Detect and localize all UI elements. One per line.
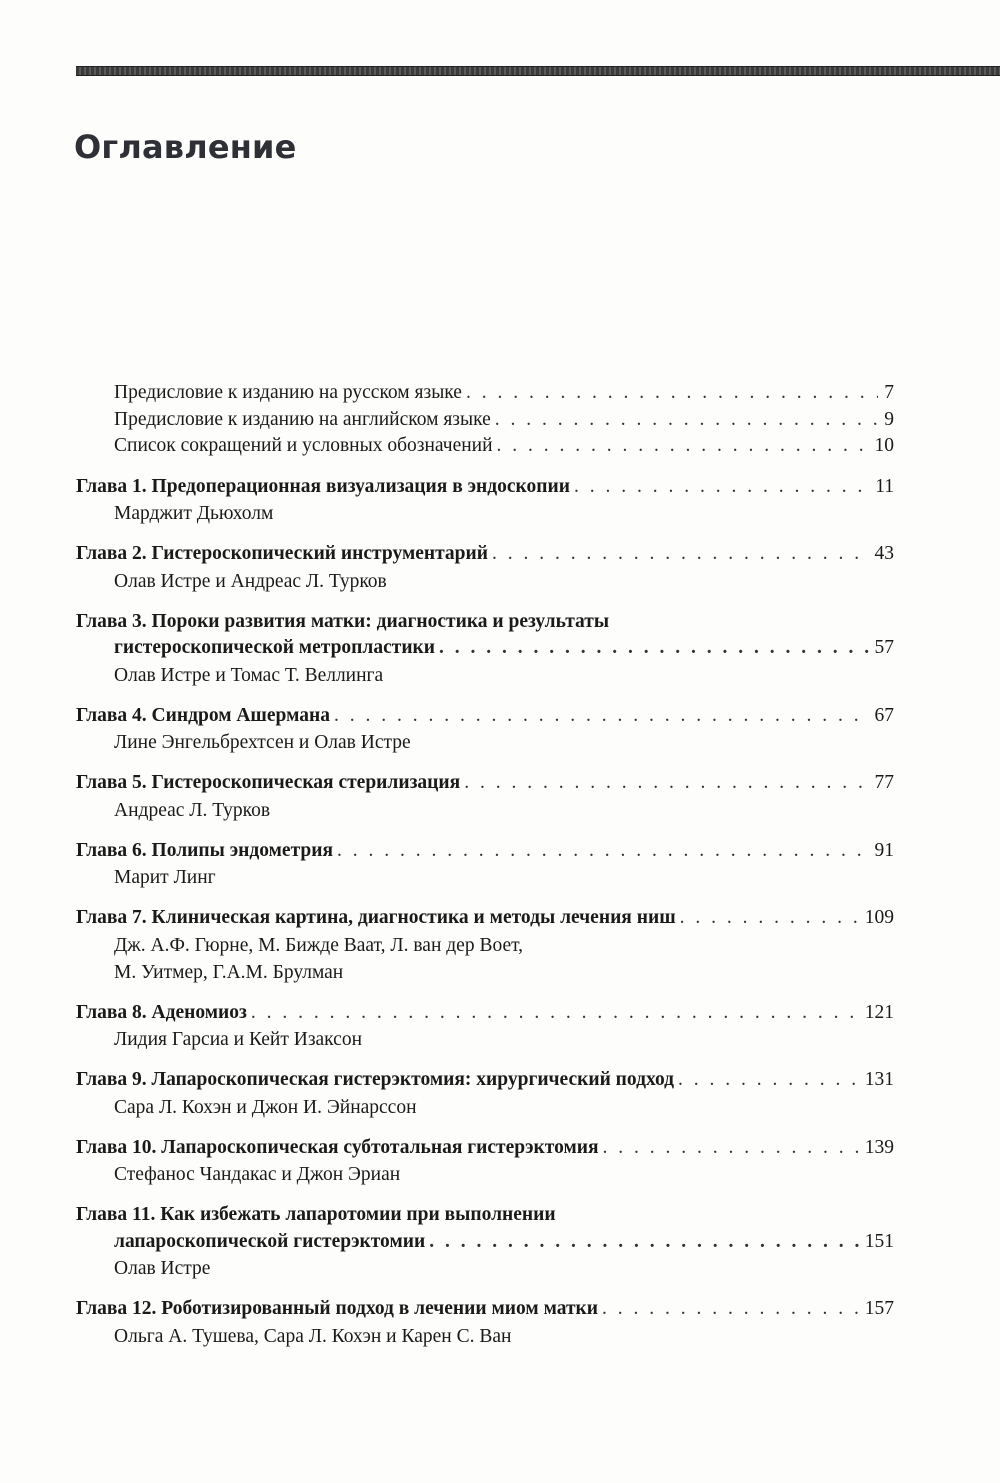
chapter-title-line — [76, 838, 894, 865]
chapter-entry[interactable] — [76, 541, 894, 595]
chapter-title: Глава 9. Лапароскопическая гистерэктомия: хирургический подход — [76, 1069, 675, 1090]
chapter-title-continued: гистероскопической метропластики — [114, 637, 436, 658]
leader-dots — [602, 1296, 859, 1323]
chapter-authors: Лидия Гарсиа и Кейт Изаксон — [114, 1029, 363, 1050]
chapter-entry[interactable] — [76, 1202, 894, 1282]
chapter-entry[interactable] — [76, 609, 894, 689]
chapter-title-line — [76, 1202, 894, 1229]
page-number: 7 — [884, 382, 894, 403]
front-matter — [76, 380, 894, 460]
chapter-entry[interactable] — [76, 1067, 894, 1121]
leader-dots — [334, 703, 869, 730]
chapter-authors: Марит Линг — [114, 867, 216, 888]
page-number: 57 — [874, 637, 894, 658]
chapter-title-line — [76, 609, 894, 636]
leader-dots — [495, 407, 879, 434]
page-number: 10 — [874, 435, 894, 456]
leader-dots — [439, 635, 868, 662]
leader-dots — [603, 1135, 859, 1162]
page-number: 157 — [864, 1298, 894, 1319]
chapter-title-line — [76, 1135, 894, 1162]
toc-entry[interactable] — [76, 407, 894, 434]
leader-dots — [680, 905, 859, 932]
page-number: 43 — [874, 543, 894, 564]
chapter-authors: Дж. А.Ф. Гюрне, М. Бижде Ваат, Л. ван дер Воет, — [114, 934, 524, 956]
page-number: 121 — [864, 1001, 894, 1023]
chapter-entry[interactable] — [76, 770, 894, 824]
chapter-entry[interactable] — [76, 905, 894, 986]
chapter-title: Глава 6. Полипы эндометрия — [76, 839, 334, 861]
chapter-title-line — [76, 1296, 894, 1323]
entry-title: Список сокращений и условных обозначений — [114, 435, 493, 456]
chapter-title: Глава 11. Как избежать лапаротомии при выполнении — [76, 1204, 556, 1225]
chapter-title: Глава 5. Гистероскопическая стерилизация — [76, 772, 461, 793]
leader-dots — [466, 380, 878, 407]
chapter-title-line — [76, 635, 894, 662]
page-number: 151 — [864, 1230, 894, 1252]
chapter-title-line — [76, 1067, 894, 1094]
chapter-title: Глава 7. Клиническая картина, диагностика и методы лечения ниш — [76, 907, 676, 928]
chapter-entry[interactable] — [76, 474, 894, 528]
table-of-contents — [76, 380, 894, 1350]
chapter-authors: Сара Л. Кохэн и Джон И. Эйнарссон — [114, 1096, 417, 1118]
chapter-title: Глава 4. Синдром Ашермана — [76, 704, 330, 726]
leader-dots — [497, 433, 869, 460]
leader-dots — [251, 1000, 859, 1027]
chapter-title-line — [76, 541, 894, 568]
chapter-entry[interactable] — [76, 703, 894, 757]
chapter-entry[interactable] — [76, 838, 894, 892]
chapter-title-line — [76, 905, 894, 932]
chapter-title-line — [76, 703, 894, 730]
chapter-authors: Лине Энгельбрехтсен и Олав Истре — [114, 732, 411, 753]
chapter-entry[interactable] — [76, 1135, 894, 1189]
chapter-title-continued: лапароскопической гистерэктомии — [114, 1230, 426, 1252]
chapter-title: Глава 8. Аденомиоз — [76, 1001, 247, 1023]
chapter-authors: Олав Истре — [114, 1258, 211, 1279]
chapter-authors: Стефанос Чандакас и Джон Эриан — [114, 1164, 401, 1185]
toc-entry[interactable] — [76, 380, 894, 407]
toc-entry[interactable] — [76, 433, 894, 460]
page-number: 9 — [884, 408, 894, 430]
leader-dots — [492, 541, 869, 568]
chapter-title: Глава 10. Лапароскопическая субтотальная гистерэктомия — [76, 1136, 599, 1158]
chapter-title-line — [76, 474, 894, 501]
chapter-title-line — [76, 1000, 894, 1027]
page-number: 109 — [864, 907, 894, 928]
chapter-authors: Олав Истре и Андреас Л. Турков — [114, 570, 387, 592]
chapter-authors: Марджит Дьюхолм — [114, 503, 274, 524]
chapter-authors: Ольга А. Тушева, Сара Л. Кохэн и Карен С. Ван — [114, 1325, 512, 1347]
page-number: 131 — [864, 1069, 894, 1090]
chapter-authors: Олав Истре и Томас Т. Веллинга — [114, 664, 384, 686]
chapter-title: Глава 12. Роботизированный подход в лечении миом матки — [76, 1298, 599, 1319]
chapter-title: Глава 3. Пороки развития матки: диагностика и результаты — [76, 610, 610, 632]
page-title: Оглавление — [74, 128, 297, 166]
page-number: 67 — [874, 704, 894, 726]
chapter-title: Глава 1. Предоперационная визуализация в эндоскопии — [76, 475, 570, 497]
chapter-authors-continued: М. Уитмер, Г.А.М. Брулман — [114, 961, 344, 983]
page-number: 91 — [874, 839, 894, 861]
page-number: 139 — [864, 1136, 894, 1158]
leader-dots — [429, 1229, 859, 1256]
chapter-title-line — [76, 770, 894, 797]
page-number: 77 — [874, 772, 894, 793]
entry-title: Предисловие к изданию на английском языке — [114, 408, 491, 430]
leader-dots — [464, 770, 868, 797]
leader-dots — [678, 1067, 859, 1094]
leader-dots — [574, 474, 869, 501]
chapter-entry[interactable] — [76, 1296, 894, 1350]
leader-dots — [337, 838, 868, 865]
entry-title: Предисловие к изданию на русском языке — [114, 382, 462, 403]
page-number: 11 — [875, 475, 894, 497]
top-rule — [76, 66, 1000, 76]
chapter-entry[interactable] — [76, 1000, 894, 1054]
chapter-authors: Андреас Л. Турков — [114, 799, 271, 821]
chapter-title: Глава 2. Гистероскопический инструментарий — [76, 543, 488, 564]
chapter-title-line — [76, 1229, 894, 1256]
